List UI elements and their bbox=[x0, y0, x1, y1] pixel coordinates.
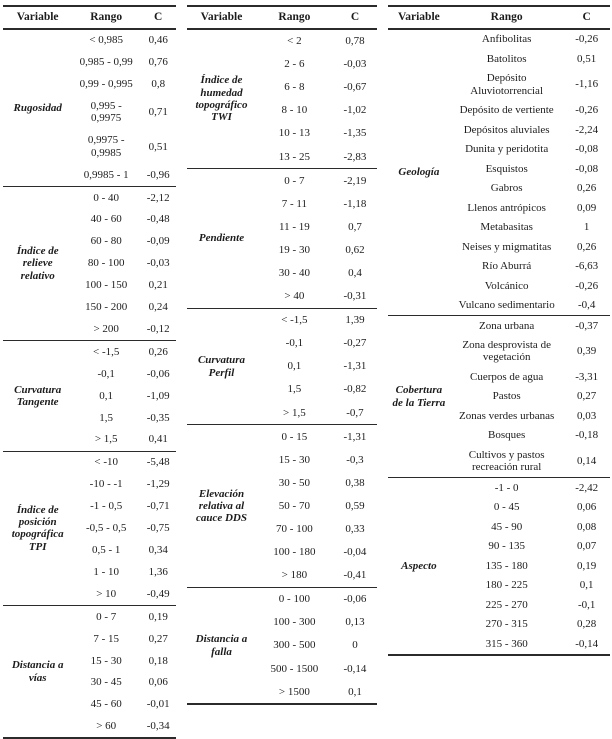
range-cell: Zonas verdes urbanas bbox=[459, 409, 555, 422]
coefficient-cell: -0,31 bbox=[343, 290, 367, 303]
coefficient-cell: 0,26 bbox=[577, 240, 597, 253]
coefficient-cell: 0,08 bbox=[577, 520, 597, 533]
range-cell: < 0,985 bbox=[72, 29, 140, 52]
range-cell: 30 - 40 bbox=[278, 266, 310, 279]
coefficient-cell: -2,19 bbox=[333, 169, 377, 193]
range-cell: 0,1 bbox=[287, 360, 302, 373]
coefficient-cell: 0,71 bbox=[148, 106, 168, 119]
coefficient-cell: -0,67 bbox=[343, 81, 367, 94]
variable-cell: Elevación relativa al cauce DDS bbox=[187, 425, 255, 588]
coefficient-cell: 0,27 bbox=[577, 390, 597, 403]
coefficient-cell: -1,31 bbox=[343, 360, 367, 373]
column-header-variable: Variable bbox=[3, 6, 72, 29]
coefficient-cell: -0,96 bbox=[146, 168, 170, 181]
range-cell: > 200 bbox=[93, 322, 119, 335]
coefficient-cell: -2,24 bbox=[575, 123, 599, 136]
coefficient-cell: 0,26 bbox=[577, 182, 597, 195]
range-cell: 0 - 15 bbox=[256, 425, 334, 449]
coefficient-cell: -1,09 bbox=[146, 389, 170, 402]
coefficient-cell: -0,12 bbox=[146, 322, 170, 335]
column-header-variable: Variable bbox=[187, 6, 255, 29]
coefficient-cell: 0,1 bbox=[579, 579, 594, 592]
variable-cell: Índice de relieve relativo bbox=[3, 186, 72, 340]
table-row bbox=[187, 425, 376, 449]
coefficient-cell: 0,19 bbox=[577, 559, 597, 572]
coefficient-cell: 0,14 bbox=[577, 455, 597, 468]
range-cell: -10 - -1 bbox=[89, 478, 123, 491]
coefficient-cell: -0,71 bbox=[146, 500, 170, 513]
table-row bbox=[187, 308, 376, 332]
column-header-c: C bbox=[140, 6, 176, 29]
range-cell: > 1,5 bbox=[283, 406, 306, 419]
coefficient-cell: -0,06 bbox=[146, 367, 170, 380]
range-cell: 2 - 6 bbox=[284, 58, 305, 71]
table-row bbox=[3, 186, 176, 208]
variable-cell: Curvatura Tangente bbox=[3, 341, 72, 452]
coefficient-cell: -0,34 bbox=[146, 720, 170, 733]
coefficient-cell: -2,42 bbox=[563, 478, 610, 498]
coefficient-cell: 0,27 bbox=[148, 632, 168, 645]
range-cell: Río Aburrá bbox=[482, 260, 532, 273]
range-cell: 0 - 7 bbox=[72, 605, 140, 627]
range-cell: 0 - 45 bbox=[493, 501, 520, 514]
range-cell: 225 - 270 bbox=[485, 598, 528, 611]
range-cell: Dunita y peridotita bbox=[465, 143, 549, 156]
coefficient-cell: -0,41 bbox=[343, 569, 367, 582]
coefficient-cell: -0,26 bbox=[575, 279, 599, 292]
range-cell: 100 - 180 bbox=[273, 546, 316, 559]
coefficient-cell: -0,26 bbox=[563, 29, 610, 50]
range-cell: 7 - 11 bbox=[281, 197, 307, 210]
range-cell: 0,995 - 0,9975 bbox=[90, 100, 122, 125]
range-cell: < -1,5 bbox=[72, 341, 140, 363]
range-cell: 135 - 180 bbox=[485, 559, 528, 572]
range-cell: 0 - 100 bbox=[256, 587, 334, 611]
range-cell: 100 - 300 bbox=[273, 616, 316, 629]
coefficient-cell: 0,1 bbox=[348, 685, 362, 698]
coefficient-cell: 0,07 bbox=[577, 540, 597, 553]
range-cell: Volcánico bbox=[484, 279, 529, 292]
range-cell: < -1,5 bbox=[256, 308, 334, 332]
coefficient-cell: -0,18 bbox=[575, 429, 599, 442]
column-header-rango: Rango bbox=[72, 6, 140, 29]
coefficient-cell: -2,12 bbox=[140, 186, 176, 208]
header-row bbox=[3, 6, 176, 29]
coefficient-cell: 1 bbox=[583, 221, 590, 234]
range-cell: Depósito de vertiente bbox=[459, 104, 554, 117]
range-cell: 0,5 - 1 bbox=[91, 544, 121, 556]
range-cell: 40 - 60 bbox=[90, 213, 122, 226]
coefficient-cell: -0,82 bbox=[343, 383, 367, 396]
coefficient-cell: 0,4 bbox=[348, 266, 362, 279]
range-cell: 13 - 25 bbox=[278, 150, 310, 163]
range-cell: 1 - 10 bbox=[93, 565, 119, 578]
coefficient-cell: -0,03 bbox=[343, 58, 367, 71]
range-cell: Anfibolitas bbox=[450, 29, 563, 50]
coefficient-cell: 0,34 bbox=[148, 544, 168, 556]
range-cell: 0,99 - 0,995 bbox=[79, 78, 133, 91]
table-row bbox=[3, 341, 176, 363]
column-header-rango: Rango bbox=[450, 6, 563, 29]
coefficient-cell: -0,3 bbox=[346, 453, 364, 466]
coefficient-cell: 0,62 bbox=[345, 243, 365, 256]
range-cell: 19 - 30 bbox=[278, 243, 310, 256]
range-cell: Llenos antrópicos bbox=[467, 201, 546, 214]
range-cell: Batolitos bbox=[486, 52, 527, 65]
coefficient-cell: -0,4 bbox=[577, 299, 596, 312]
coefficient-cell: -0,27 bbox=[343, 337, 367, 350]
range-cell: 270 - 315 bbox=[485, 618, 528, 631]
variable-cell: Distancia a vías bbox=[3, 605, 72, 738]
coefficient-cell: 0,59 bbox=[345, 499, 365, 512]
range-cell: 45 - 90 bbox=[491, 520, 523, 533]
coefficient-cell: -0,04 bbox=[343, 546, 367, 559]
coefficient-cell: -1,16 bbox=[575, 78, 599, 91]
coefficient-cell: -6,63 bbox=[575, 260, 599, 273]
coefficient-cell: -2,83 bbox=[343, 150, 367, 163]
table-row bbox=[3, 451, 176, 473]
variable-cell: Curvatura Perfil bbox=[187, 308, 255, 424]
coefficient-cell: -0,75 bbox=[146, 522, 170, 535]
range-cell: -1 - 0 bbox=[450, 478, 563, 498]
header-row bbox=[388, 6, 610, 29]
coefficient-cell: -3,31 bbox=[575, 370, 599, 383]
coefficient-cell: 0,13 bbox=[345, 616, 365, 629]
coefficient-cell: -1,02 bbox=[343, 104, 367, 117]
table-row bbox=[388, 478, 610, 498]
range-cell: > 10 bbox=[96, 587, 117, 600]
variable-cell: Geología bbox=[388, 29, 450, 316]
coefficient-cell: -5,48 bbox=[140, 451, 176, 473]
coefficient-cell: 0,33 bbox=[345, 523, 365, 535]
range-cell: 30 - 50 bbox=[278, 476, 310, 489]
variable-cell: Índice de humedad topográfico TWI bbox=[187, 29, 255, 169]
coefficient-table-1 bbox=[3, 5, 176, 739]
coefficient-cell: -0,7 bbox=[346, 406, 364, 419]
variable-cell: Distancia a falla bbox=[187, 587, 255, 704]
table-row bbox=[187, 169, 376, 193]
range-cell: 15 - 30 bbox=[90, 654, 122, 667]
range-cell: 0 - 7 bbox=[256, 169, 334, 193]
range-cell: 150 - 200 bbox=[85, 301, 128, 314]
range-cell: > 40 bbox=[284, 290, 305, 303]
coefficient-cell: 0,06 bbox=[577, 501, 597, 514]
coefficient-cell: 1,39 bbox=[333, 308, 377, 332]
range-cell: 300 - 500 bbox=[273, 639, 316, 652]
coefficient-cell: 0,21 bbox=[148, 279, 168, 292]
range-cell: 8 - 10 bbox=[281, 104, 308, 117]
range-cell: 90 - 135 bbox=[488, 540, 525, 553]
range-cell: Neises y migmatitas bbox=[462, 240, 552, 253]
table-row bbox=[187, 29, 376, 53]
column-header-variable: Variable bbox=[388, 6, 450, 29]
range-cell: 0,1 bbox=[99, 389, 114, 402]
range-cell: Cuerpos de agua bbox=[470, 370, 544, 383]
range-cell: 315 - 360 bbox=[485, 637, 528, 650]
range-cell: Depósitos aluviales bbox=[463, 123, 550, 136]
coefficient-cell: 0,19 bbox=[140, 605, 176, 627]
range-cell: 0,9975 - 0,9985 bbox=[87, 134, 125, 159]
range-cell: 1,5 bbox=[99, 411, 114, 424]
variable-cell: Aspecto bbox=[388, 478, 450, 655]
range-cell: -0,5 - 0,5 bbox=[86, 522, 127, 535]
range-cell: -0,1 bbox=[97, 367, 115, 380]
range-cell: Esquistos bbox=[485, 162, 528, 175]
coefficient-cell: -0,08 bbox=[575, 143, 599, 156]
range-cell: 70 - 100 bbox=[276, 523, 313, 535]
coefficient-cell: -0,08 bbox=[575, 162, 599, 175]
range-cell: 500 - 1500 bbox=[270, 662, 319, 675]
coefficient-cell: 0,51 bbox=[577, 52, 597, 65]
coefficient-cell: -1,29 bbox=[146, 478, 170, 491]
coefficient-cell: 0,7 bbox=[348, 220, 362, 233]
range-cell: Cultivos y pastos recreación rural bbox=[468, 448, 545, 474]
range-cell: 10 - 13 bbox=[278, 127, 310, 140]
range-cell: < -10 bbox=[72, 451, 140, 473]
coefficient-cell: 0,78 bbox=[333, 29, 377, 53]
range-cell: 50 - 70 bbox=[278, 499, 310, 512]
range-cell: > 1500 bbox=[278, 685, 310, 698]
range-cell: 60 - 80 bbox=[90, 235, 122, 248]
coefficient-cell: -0,48 bbox=[146, 213, 170, 226]
column-header-rango: Rango bbox=[256, 6, 334, 29]
range-cell: < 2 bbox=[256, 29, 334, 53]
coefficient-cell: 0,51 bbox=[148, 140, 168, 153]
range-cell: 0 - 40 bbox=[72, 186, 140, 208]
column-header-c: C bbox=[333, 6, 377, 29]
range-cell: -0,1 bbox=[285, 337, 304, 350]
coefficient-cell: -1,35 bbox=[343, 127, 367, 140]
column-header-c: C bbox=[563, 6, 610, 29]
coefficient-cell: 0,39 bbox=[577, 345, 597, 358]
coefficient-table-3 bbox=[388, 5, 610, 656]
table-row bbox=[3, 29, 176, 52]
range-cell: Zona desprovista de vegetación bbox=[462, 339, 551, 364]
coefficient-cell: -0,49 bbox=[146, 587, 170, 600]
range-cell: > 1,5 bbox=[94, 433, 118, 446]
range-cell: Depósito Aluviotorrencial bbox=[470, 72, 543, 97]
range-cell: 7 - 15 bbox=[93, 632, 119, 645]
coefficient-table-2 bbox=[187, 5, 376, 705]
range-cell: 180 - 225 bbox=[485, 579, 528, 592]
range-cell: 45 - 60 bbox=[90, 698, 122, 711]
coefficient-cell: 0,28 bbox=[577, 618, 597, 631]
range-cell: 80 - 100 bbox=[87, 257, 125, 270]
coefficient-cell: -0,14 bbox=[575, 637, 599, 650]
range-cell: Metabasitas bbox=[480, 221, 533, 234]
coefficient-cell: -0,14 bbox=[343, 662, 367, 675]
coefficient-cell: -1,31 bbox=[333, 425, 377, 449]
coefficient-cell: 0,18 bbox=[148, 654, 168, 667]
coefficient-cell: 0,06 bbox=[148, 676, 168, 689]
coefficient-cell: -0,09 bbox=[146, 235, 170, 248]
range-cell: Zona urbana bbox=[450, 315, 563, 335]
variable-cell: Pendiente bbox=[187, 169, 255, 309]
coefficient-cell: 1,36 bbox=[148, 565, 168, 578]
coefficient-cell: -1,18 bbox=[343, 197, 367, 210]
coefficient-cell: 0,41 bbox=[148, 433, 168, 446]
range-cell: 0,9985 - 1 bbox=[83, 168, 129, 181]
coefficient-cell: 0 bbox=[352, 639, 358, 652]
range-cell: 1,5 bbox=[287, 383, 302, 396]
coefficient-cell: 0,09 bbox=[577, 201, 597, 214]
range-cell: > 60 bbox=[96, 720, 117, 733]
range-cell: Vulcano sedimentario bbox=[458, 299, 555, 312]
header-row bbox=[187, 6, 376, 29]
variable-cell: Rugosidad bbox=[3, 29, 72, 187]
coefficient-cell: -0,01 bbox=[146, 698, 170, 711]
range-cell: 15 - 30 bbox=[278, 453, 310, 466]
variable-cell: Índice de posición topográfica TPI bbox=[3, 451, 72, 605]
coefficient-cell: -0,06 bbox=[333, 587, 377, 611]
table-row bbox=[187, 587, 376, 611]
coefficient-cell: 0,24 bbox=[148, 301, 168, 314]
range-cell: -1 - 0,5 bbox=[90, 500, 123, 513]
variable-cell: Cobertura de la Tierra bbox=[388, 315, 450, 477]
table-row bbox=[388, 315, 610, 335]
coefficient-cell: -0,26 bbox=[575, 104, 599, 117]
range-cell: 0,985 - 0,99 bbox=[79, 56, 133, 69]
table-row bbox=[388, 29, 610, 50]
coefficient-cell: 0,76 bbox=[148, 56, 168, 69]
range-cell: Pastos bbox=[492, 390, 521, 403]
range-cell: Bosques bbox=[488, 429, 526, 442]
range-cell: 6 - 8 bbox=[284, 81, 305, 94]
range-cell: 11 - 19 bbox=[278, 220, 310, 233]
coefficient-cell: 0,38 bbox=[345, 476, 365, 489]
range-cell: 100 - 150 bbox=[85, 279, 128, 292]
coefficient-cell: 0,03 bbox=[577, 409, 597, 422]
coefficient-cell: -0,35 bbox=[146, 411, 170, 424]
coefficient-cell: 0,8 bbox=[151, 78, 166, 91]
coefficient-cell: -0,37 bbox=[563, 315, 610, 335]
range-cell: 30 - 45 bbox=[90, 676, 122, 689]
coefficient-cell: -0,03 bbox=[146, 257, 170, 270]
coefficient-cell: 0,26 bbox=[140, 341, 176, 363]
coefficient-cell: -0,1 bbox=[577, 598, 596, 611]
range-cell: > 180 bbox=[281, 569, 308, 582]
coefficient-cell: 0,46 bbox=[140, 29, 176, 52]
range-cell: Gabros bbox=[490, 182, 523, 195]
table-row bbox=[3, 605, 176, 627]
